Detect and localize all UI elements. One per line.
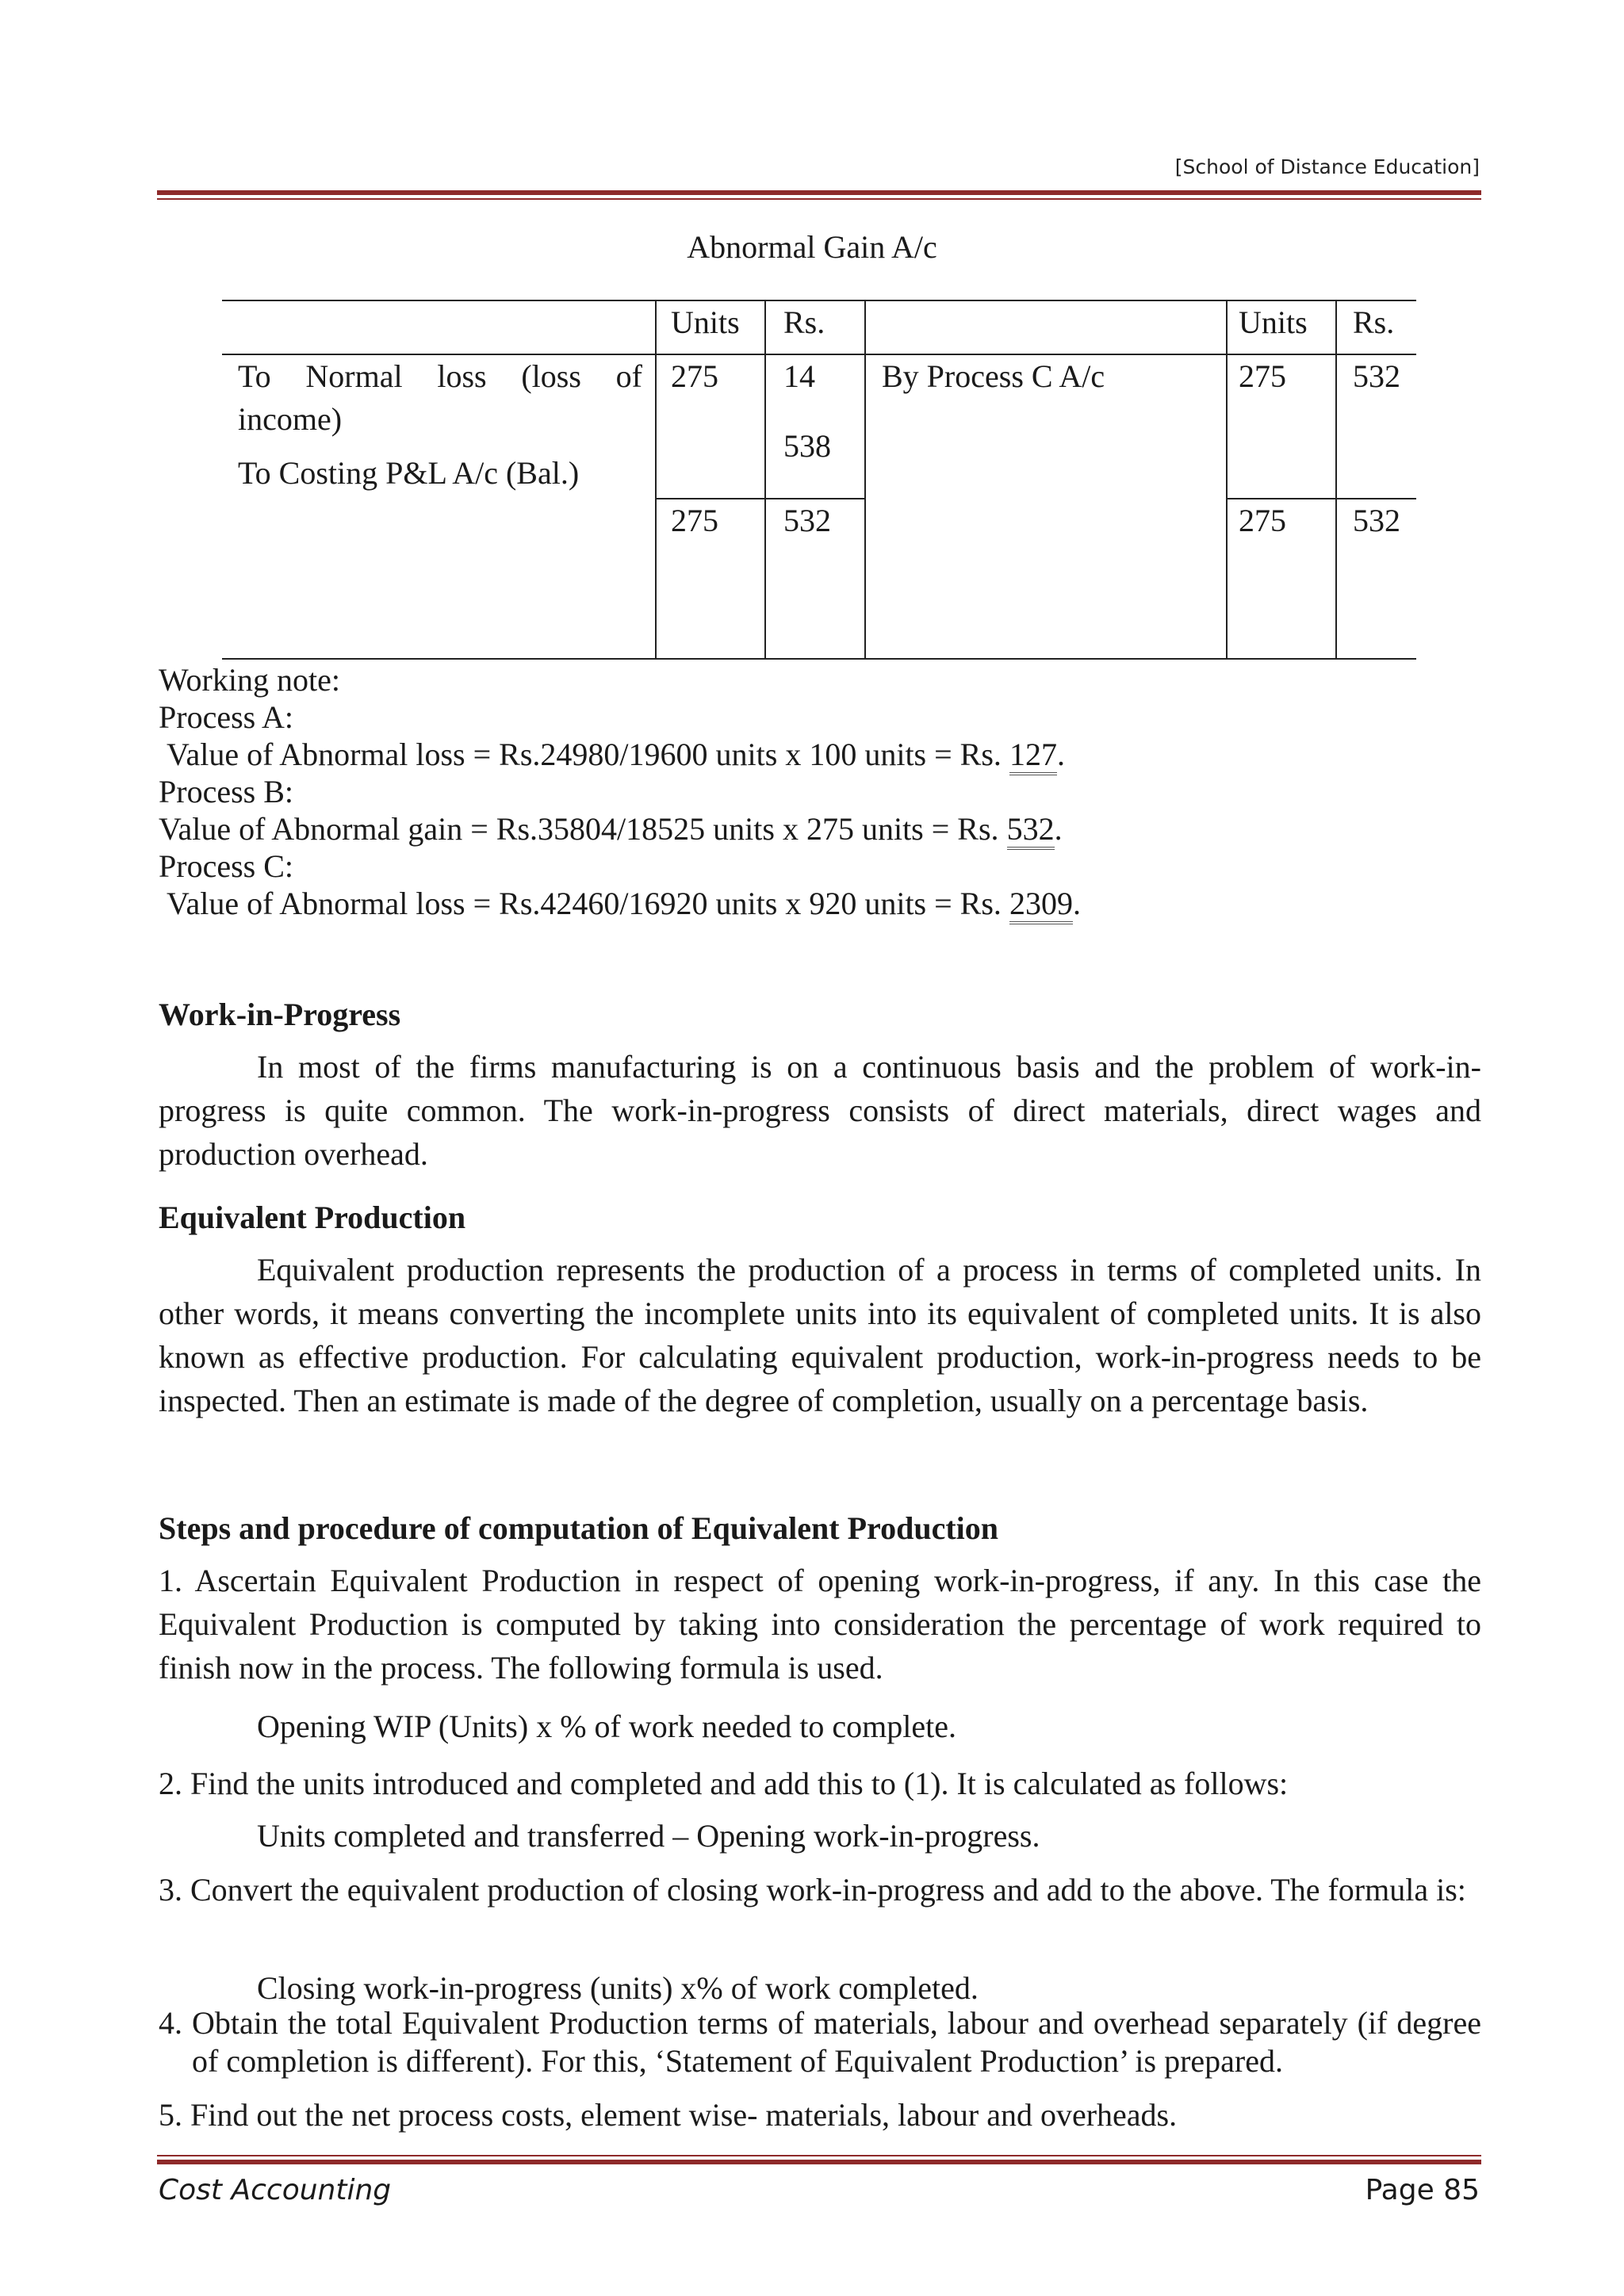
step-3: 3. Convert the equivalent production of closing work-in-progress and add to the above. The formula is: [159,1872,1466,1908]
table-col-divider [764,300,766,660]
step-4: 4. Obtain the total Equivalent Production terms of materials, labour and overhead separately (if degree of completion is different). For this, ‘Statement of Equivalent Production’ is prepared. [159,2005,1481,2079]
process-b-text: Value of Abnormal gain = Rs.35804/18525 units x 275 units = Rs. [159,811,1007,847]
credit-particular: By Process C A/c [882,358,1105,394]
process-b-value: 532 [1007,811,1055,850]
debit-rs-1: 14 [783,358,815,394]
col-header-units-right: Units [1239,304,1308,340]
debit-particular-line1: To Normal loss (loss of [238,358,642,394]
step-2: 2. Find the units introduced and completed and add this to (1). It is calculated as follows: [159,1766,1289,1801]
equiv-paragraph-text: Equivalent production represents the production of a process in terms of completed units. In other words, it means converting the incomplete units into its equivalent of completed units. It is also known as effective production. For calculating equivalent production, work-in-progress needs to be inspected. Then an estimate is made of the degree of completion, usually on a percentage basis. [159,1252,1481,1418]
wip-heading: Work-in-Progress [159,997,401,1032]
footer-rule-thin [157,2155,1481,2156]
formula-1: Opening WIP (Units) x % of work needed to complete. [257,1709,957,1744]
col-header-rs-right: Rs. [1353,304,1395,340]
account-title: Abnormal Gain A/c [687,229,937,265]
wip-paragraph [159,1045,1481,1176]
process-c-value: 2309 [1009,886,1073,924]
table-col-divider [864,300,866,660]
table-col-divider [1226,300,1228,660]
process-b-period: . [1054,811,1063,847]
header-rule [157,190,1481,195]
col-header-rs-left: Rs. [783,304,825,340]
debit-total-rs: 532 [783,503,831,538]
process-a-label: Process A: [159,699,293,735]
debit-units: 275 [671,358,718,394]
footer-page-number: Page 85 [1365,2174,1480,2206]
process-c-text: Value of Abnormal loss = Rs.42460/16920 units x 920 units = Rs. [167,886,1009,921]
credit-total-units: 275 [1239,503,1286,538]
table-bottom-rule [222,658,1416,660]
process-c-period: . [1072,886,1081,921]
process-a-value: 127 [1009,737,1057,775]
credit-units: 275 [1239,358,1286,394]
steps-heading: Steps and procedure of computation of Equivalent Production [159,1510,999,1546]
col-header-units-left: Units [671,304,740,340]
equiv-paragraph [159,1248,1481,1422]
footer-rule [157,2160,1481,2164]
debit-particular-line3: To Costing P&L A/c (Bal.) [238,455,580,491]
process-c-line [167,885,1081,923]
header-rule-thin [157,198,1481,200]
step-1: 1. Ascertain Equivalent Production in respect of opening work-in-progress, if any. In this case the Equivalent Production is computed by taking into consideration the percentage of work required to finish now in the process. The following formula is used. [159,1563,1481,1686]
process-a-line [167,736,1065,774]
step-5: 5. Find out the net process costs, element wise- materials, labour and overheads. [159,2097,1178,2133]
formula-2: Units completed and transferred – Opening work-in-progress. [257,1818,1040,1854]
process-b-label: Process B: [159,774,293,809]
debit-rs-2: 538 [783,428,831,464]
wip-paragraph-text: In most of the firms manufacturing is on a continuous basis and the problem of work-in-progress is quite common. The work-in-progress consists of direct materials, direct wages and production overhead. [159,1049,1481,1172]
debit-particular-line2: income) [238,401,343,437]
credit-rs: 532 [1353,358,1400,394]
debit-total-units: 275 [671,503,718,538]
footer-course-title: Cost Accounting [159,2174,392,2206]
page-header-text: [School of Distance Education] [1174,155,1480,178]
process-a-period: . [1056,737,1065,772]
formula-3: Closing work-in-progress (units) x% of work completed. [257,1970,979,2006]
process-a-text: Value of Abnormal loss = Rs.24980/19600 units x 100 units = Rs. [167,737,1009,772]
equiv-heading: Equivalent Production [159,1200,466,1235]
table-col-divider [1335,300,1337,660]
credit-total-rs: 532 [1353,503,1400,538]
process-c-label: Process C: [159,848,293,884]
process-b-line [159,810,1063,848]
table-col-divider [655,300,657,660]
working-note-title: Working note: [159,662,340,698]
